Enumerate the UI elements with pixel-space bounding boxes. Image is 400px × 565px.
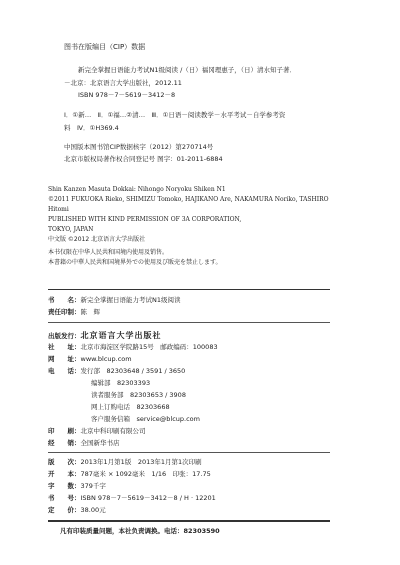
address [48, 344, 218, 351]
format-value: 787毫米 × 1092毫米 1/16 印张：17.75 [80, 470, 211, 478]
copyright-line-1: Shin Kanzen Masuta Dokkai: Nihongo Noryoku Shiken N1 [48, 186, 226, 193]
edition-label: 版 次： [48, 458, 81, 466]
distributor [48, 440, 120, 447]
website-label: 网 址： [48, 355, 81, 363]
publisher [48, 331, 162, 340]
price [48, 507, 106, 514]
publisher-logo-name: 北京语言大学出版社 [80, 330, 162, 340]
book-title-value: 新完全掌握日语能力考试N1级阅读 [80, 296, 181, 304]
phone-line-2: 编辑部 82303393 [91, 379, 151, 387]
price-value: 38.00元 [80, 506, 106, 514]
copyright-line-2: ©2011 FUKUOKA Rieko, SHIMIZU Tomoko, HAJIKANO Are, NAKAMURA Noriko, TASHIRO [48, 196, 329, 203]
cip-heading: 图书在版编目（CIP）数据 [64, 43, 146, 51]
website-value: www.blcup.com [80, 355, 132, 363]
printer-value: 北京中科印刷有限公司 [80, 427, 146, 435]
cip-library-1: 中国版本图书馆CIP数据核字（2012）第270714号 [64, 143, 214, 151]
distributor-label: 经 销： [48, 439, 81, 447]
publisher-label: 出版发行： [48, 332, 81, 340]
phone-label: 电 话： [48, 367, 81, 375]
editor-value: 陈 辉 [80, 308, 100, 316]
isbn-label: 书 号： [48, 494, 81, 502]
isbn [48, 495, 216, 502]
distributor-value: 全国新华书店 [80, 439, 120, 447]
address-value: 北京市海淀区学院路15号 邮政编码：100083 [80, 343, 218, 351]
rule-specs-top [48, 452, 330, 453]
copyright-line-6: 中文版 ©2012 北京语言大学出版社 [48, 236, 146, 243]
sales-notice-2: 本書籍の中華人民共和国境界外での使用及び販売を禁止します。 [48, 259, 222, 266]
sales-notice-1: 本书仅限在中华人民共和国境内使用及销售。 [48, 249, 169, 256]
edition-value: 2013年1月第1版 2013年1月第1次印刷 [80, 458, 202, 466]
cip-classification-1: Ⅰ．①新… Ⅱ．①福…②清… Ⅲ．①日语－阅读教学－水平考试－自学参考资 [64, 111, 286, 119]
word-count [48, 483, 106, 490]
price-label: 定 价： [48, 506, 81, 514]
cip-line-2: －北京：北京语言大学出版社，2012.11 [64, 79, 182, 87]
phone-line-4: 网上订购电话 82303668 [91, 403, 170, 411]
isbn-value: ISBN 978－7－5619－3412－8 / H · 12201 [80, 494, 216, 502]
address-label: 社 址： [48, 343, 81, 351]
phone-line-5: 客户服务信箱 service@blcup.com [91, 415, 200, 423]
cip-line-1: 新完全掌握日语能力考试N1级阅读 /（日）福冈理惠子，（日）清水知子著． [78, 66, 297, 74]
book-title [48, 297, 181, 304]
format [48, 471, 211, 478]
phone-line-1: 发行部 82303648 / 3591 / 3650 [80, 367, 186, 375]
rule-bottom [48, 520, 330, 522]
cip-classification-2: 料 Ⅳ．①H369.4 [64, 124, 119, 132]
cip-line-3: ISBN 978－7－5619－3412－8 [78, 91, 176, 99]
phone [48, 368, 185, 375]
word-count-value: 379千字 [80, 482, 106, 490]
cip-library-2: 北京市版权局著作权合同登记号 图字：01-2011-6884 [64, 155, 223, 163]
printer [48, 428, 146, 435]
word-count-label: 字 数： [48, 482, 81, 490]
rule-top [48, 289, 330, 290]
printer-label: 印 刷： [48, 427, 81, 435]
edition [48, 459, 202, 466]
editor-label: 责任印制： [48, 308, 81, 316]
quality-notice: 凡有印装质量问题，本社负责调换。电话：82303590 [60, 527, 220, 535]
rule-title-bottom [48, 322, 330, 323]
phone-line-3: 读者服务部 82303653 / 3908 [91, 391, 186, 399]
book-title-label: 书 名： [48, 296, 81, 304]
copyright-line-4: PUBLISHED WITH KIND PERMISSION OF 3A CORPORATION, [48, 216, 242, 223]
copyright-line-3: Hitomi [48, 206, 69, 213]
responsible-editor [48, 309, 100, 316]
format-label: 开 本： [48, 470, 81, 478]
website [48, 356, 132, 363]
copyright-line-5: TOKYO, JAPAN [48, 226, 94, 233]
